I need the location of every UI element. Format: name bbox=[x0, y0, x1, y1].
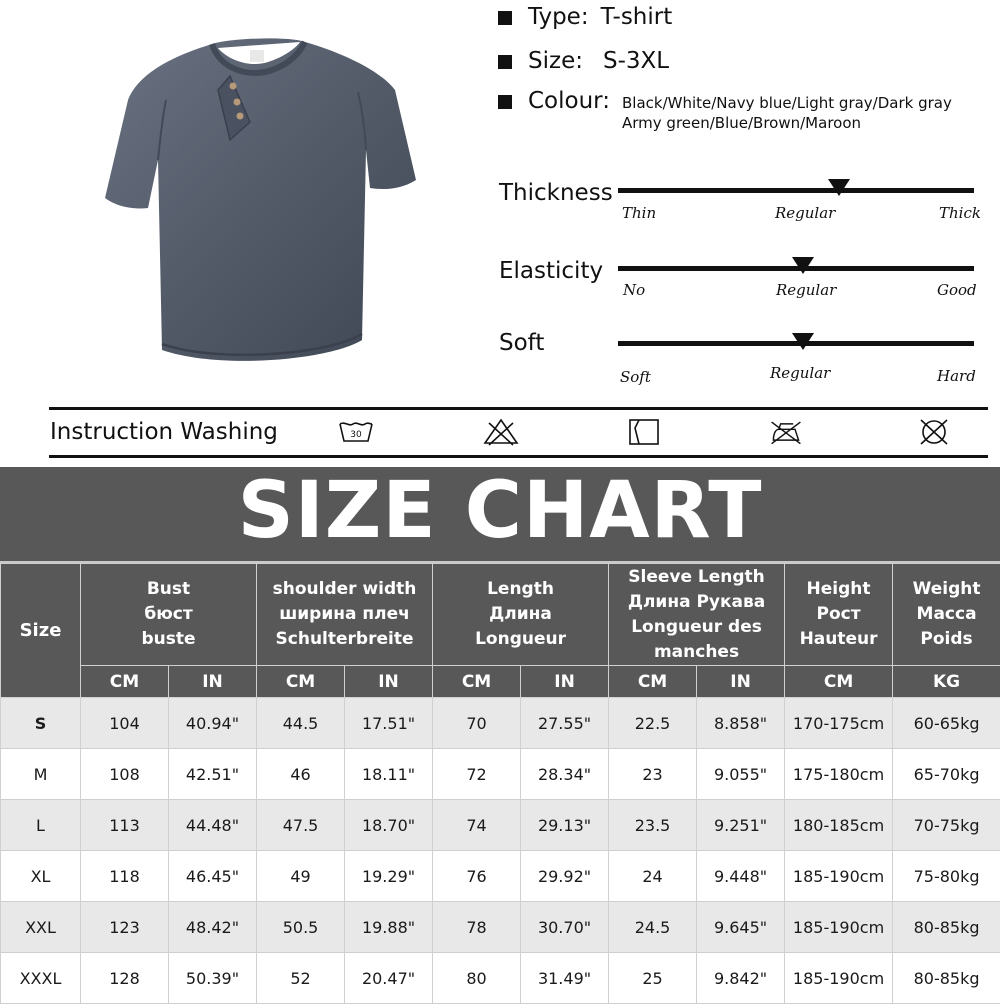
table-cell: 185-190cm bbox=[785, 851, 893, 902]
scale-thickness-high: Thick bbox=[939, 204, 981, 222]
table-row bbox=[1, 953, 1000, 1004]
scale-soft-mid: Regular bbox=[770, 364, 830, 382]
table-cell: 18.11" bbox=[345, 749, 433, 800]
size-table-body bbox=[1, 698, 1000, 1004]
spec-colour-key: Colour: bbox=[528, 88, 610, 114]
scale-elasticity-low: No bbox=[623, 281, 645, 299]
size-chart bbox=[0, 467, 1000, 1000]
table-cell: 118 bbox=[81, 851, 169, 902]
table-cell: 29.92" bbox=[521, 851, 609, 902]
table-cell: 9.251" bbox=[697, 800, 785, 851]
table-cell: 44.48" bbox=[169, 800, 257, 851]
spec-size bbox=[498, 48, 669, 74]
table-cell: 23.5 bbox=[609, 800, 697, 851]
table-cell: 76 bbox=[433, 851, 521, 902]
table-cell: 25 bbox=[609, 953, 697, 1004]
table-cell: 9.645" bbox=[697, 902, 785, 953]
scale-elasticity-mid: Regular bbox=[776, 281, 836, 299]
tshirt-illustration bbox=[100, 30, 430, 380]
divider-top bbox=[49, 407, 988, 410]
scale-soft-marker bbox=[792, 333, 814, 350]
scale-soft-low: Soft bbox=[620, 368, 651, 386]
table-cell: 9.842" bbox=[697, 953, 785, 1004]
spec-size-value: S-3XL bbox=[603, 48, 669, 74]
divider-bottom bbox=[49, 455, 988, 458]
table-cell: 50.39" bbox=[169, 953, 257, 1004]
table-cell: 175-180cm bbox=[785, 749, 893, 800]
table-cell: 8.858" bbox=[697, 698, 785, 749]
table-cell: 60-65kg bbox=[893, 698, 1000, 749]
colour-line-1: Black/White/Navy blue/Light gray/Dark gray bbox=[622, 93, 952, 113]
wash-30-icon bbox=[338, 417, 374, 447]
size-cell: XXL bbox=[1, 902, 81, 953]
unit-header: CM bbox=[785, 666, 893, 698]
table-cell: 31.49" bbox=[521, 953, 609, 1004]
size-cell: XXXL bbox=[1, 953, 81, 1004]
bullet-square-icon bbox=[498, 11, 512, 25]
spec-colour-value bbox=[622, 93, 952, 133]
sleeve-length-header: Sleeve Length Длина Рукава Longueur des manches bbox=[609, 564, 785, 666]
scale-thickness-marker bbox=[828, 179, 850, 196]
table-cell: 40.94" bbox=[169, 698, 257, 749]
scale-thickness-track bbox=[618, 188, 974, 193]
table-cell: 9.448" bbox=[697, 851, 785, 902]
table-row bbox=[1, 902, 1000, 953]
table-cell: 80-85kg bbox=[893, 902, 1000, 953]
bust-header: Bust бюст buste bbox=[81, 564, 257, 666]
size-chart-title: SIZE CHART bbox=[0, 467, 1000, 559]
unit-header: IN bbox=[345, 666, 433, 698]
length-header: Length Длина Longueur bbox=[433, 564, 609, 666]
unit-header: IN bbox=[697, 666, 785, 698]
size-column-header: Size bbox=[1, 564, 81, 698]
table-cell: 70-75kg bbox=[893, 800, 1000, 851]
table-cell: 24 bbox=[609, 851, 697, 902]
table-cell: 49 bbox=[257, 851, 345, 902]
scale-thickness-mid: Regular bbox=[775, 204, 835, 222]
bullet-square-icon bbox=[498, 95, 512, 109]
size-table bbox=[0, 563, 1000, 1004]
table-cell: 170-175cm bbox=[785, 698, 893, 749]
table-cell: 123 bbox=[81, 902, 169, 953]
table-cell: 80-85kg bbox=[893, 953, 1000, 1004]
table-cell: 185-190cm bbox=[785, 902, 893, 953]
table-row bbox=[1, 851, 1000, 902]
table-cell: 19.88" bbox=[345, 902, 433, 953]
table-cell: 17.51" bbox=[345, 698, 433, 749]
button-3 bbox=[237, 113, 244, 120]
table-cell: 52 bbox=[257, 953, 345, 1004]
unit-header: IN bbox=[521, 666, 609, 698]
table-cell: 72 bbox=[433, 749, 521, 800]
no-bleach-icon bbox=[483, 417, 519, 447]
table-cell: 23 bbox=[609, 749, 697, 800]
table-cell: 24.5 bbox=[609, 902, 697, 953]
table-row bbox=[1, 698, 1000, 749]
table-cell: 46.45" bbox=[169, 851, 257, 902]
scale-elasticity-high: Good bbox=[937, 281, 977, 299]
no-dry-clean-icon bbox=[916, 417, 952, 447]
unit-header: CM bbox=[81, 666, 169, 698]
button-1 bbox=[230, 83, 237, 90]
table-cell: 70 bbox=[433, 698, 521, 749]
table-cell: 27.55" bbox=[521, 698, 609, 749]
spec-type bbox=[498, 4, 672, 30]
table-cell: 46 bbox=[257, 749, 345, 800]
washing-title: Instruction Washing bbox=[50, 419, 278, 445]
table-cell: 128 bbox=[81, 953, 169, 1004]
unit-header: CM bbox=[433, 666, 521, 698]
tumble-dry-icon bbox=[626, 417, 662, 447]
table-cell: 74 bbox=[433, 800, 521, 851]
shoulder-header: shoulder width ширина плеч Schulterbreite bbox=[257, 564, 433, 666]
button-2 bbox=[234, 99, 241, 106]
table-cell: 18.70" bbox=[345, 800, 433, 851]
unit-header: KG bbox=[893, 666, 1000, 698]
scale-elasticity-label: Elasticity bbox=[499, 258, 603, 284]
wash-temp-label: 30 bbox=[350, 430, 362, 440]
spec-colour bbox=[498, 88, 610, 114]
table-cell: 75-80kg bbox=[893, 851, 1000, 902]
scale-thickness-low: Thin bbox=[622, 204, 656, 222]
table-cell: 47.5 bbox=[257, 800, 345, 851]
unit-header: IN bbox=[169, 666, 257, 698]
spec-type-key: Type: bbox=[528, 4, 589, 30]
table-cell: 29.13" bbox=[521, 800, 609, 851]
table-cell: 44.5 bbox=[257, 698, 345, 749]
tag bbox=[250, 50, 264, 62]
table-cell: 104 bbox=[81, 698, 169, 749]
scale-thickness-label: Thickness bbox=[499, 180, 613, 206]
table-cell: 108 bbox=[81, 749, 169, 800]
table-cell: 80 bbox=[433, 953, 521, 1004]
table-cell: 30.70" bbox=[521, 902, 609, 953]
size-cell: M bbox=[1, 749, 81, 800]
table-cell: 48.42" bbox=[169, 902, 257, 953]
table-cell: 78 bbox=[433, 902, 521, 953]
unit-header: CM bbox=[609, 666, 697, 698]
no-iron-icon bbox=[768, 417, 804, 447]
table-cell: 20.47" bbox=[345, 953, 433, 1004]
table-cell: 9.055" bbox=[697, 749, 785, 800]
table-cell: 180-185cm bbox=[785, 800, 893, 851]
table-cell: 19.29" bbox=[345, 851, 433, 902]
table-cell: 185-190cm bbox=[785, 953, 893, 1004]
table-row bbox=[1, 749, 1000, 800]
scale-soft-label: Soft bbox=[499, 330, 544, 356]
scale-elasticity-marker bbox=[792, 257, 814, 274]
table-cell: 65-70kg bbox=[893, 749, 1000, 800]
table-cell: 42.51" bbox=[169, 749, 257, 800]
table-cell: 113 bbox=[81, 800, 169, 851]
colour-line-2: Army green/Blue/Brown/Maroon bbox=[622, 113, 952, 133]
unit-header: CM bbox=[257, 666, 345, 698]
spec-size-key: Size: bbox=[528, 48, 583, 74]
size-cell: S bbox=[1, 698, 81, 749]
tshirt-body bbox=[105, 38, 416, 361]
size-cell: XL bbox=[1, 851, 81, 902]
table-cell: 28.34" bbox=[521, 749, 609, 800]
weight-header: Weight Масса Poids bbox=[893, 564, 1000, 666]
product-image bbox=[100, 30, 430, 380]
table-cell: 50.5 bbox=[257, 902, 345, 953]
scale-soft-high: Hard bbox=[937, 367, 976, 385]
table-cell: 22.5 bbox=[609, 698, 697, 749]
height-header: Height Рост Hauteur bbox=[785, 564, 893, 666]
spec-type-value: T-shirt bbox=[601, 4, 673, 30]
size-cell: L bbox=[1, 800, 81, 851]
table-row bbox=[1, 800, 1000, 851]
bullet-square-icon bbox=[498, 55, 512, 69]
